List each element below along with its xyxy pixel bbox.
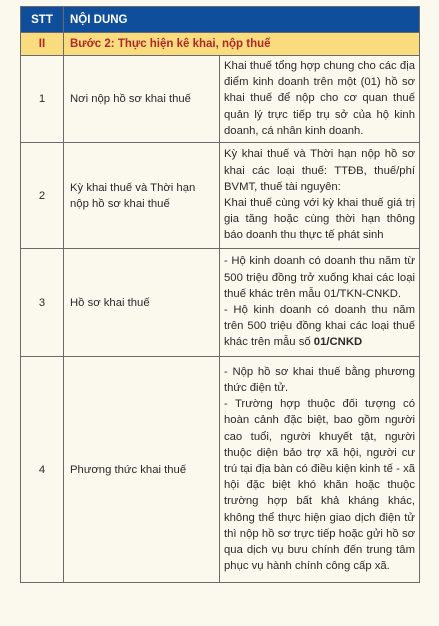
- step-title: Bước 2: Thực hiện kê khai, nộp thuế: [64, 33, 420, 56]
- row-paragraph: - Trường hợp thuộc đối tượng có hoàn cảnh đặc biệt, bao gồm người cao tuổi, người khuyết tật, người thuộc diện bảo trợ xã hội, người cư trú tại địa bàn có điều kiện kinh tế - xã hội đặc biệt khó khăn hoặc thuộc trường hợp bất khả kháng khác, không thể thực hiện giao dịch điện tử thì nộp hồ sơ trực tiếp hoặc gửi hồ sơ qua dịch vụ bưu chính đến trung tâm phục vụ hành chính công cấp xã.: [224, 398, 415, 573]
- tax-procedure-table: [20, 6, 420, 583]
- row-content: [220, 143, 420, 249]
- row-paragraph: - Hộ kinh doanh có doanh thu năm từ 500 triệu đồng trở xuống khai các loại thuế khác trên mẫu 01/TKN-CNKD.: [224, 255, 415, 300]
- step-row: [21, 33, 420, 56]
- header-content: NỘI DUNG: [64, 7, 420, 33]
- table-row: [21, 357, 420, 583]
- row-name: Kỳ khai thuế và Thời hạn nộp hồ sơ khai thuế: [64, 143, 220, 249]
- row-number: 3: [21, 249, 64, 357]
- table-header-row: [21, 7, 420, 33]
- row-paragraph: - Nộp hồ sơ khai thuế bằng phương thức điện tử.: [224, 365, 415, 394]
- row-number: 1: [21, 56, 64, 143]
- table-row: [21, 249, 420, 357]
- row-content: [220, 56, 420, 143]
- row-name: Phương thức khai thuế: [64, 357, 220, 583]
- row-paragraph: Kỳ khai thuế và Thời hạn nộp hồ sơ khai các loại thuế: TTĐB, thuế/phí BVMT, thuế tài nguyên:: [224, 148, 415, 193]
- header-stt: STT: [21, 7, 64, 33]
- row-name: Hồ sơ khai thuế: [64, 249, 220, 357]
- form-code: 01/CNKD: [313, 336, 363, 349]
- tax-procedure-table-container: [20, 6, 419, 583]
- row-paragraph: Khai thuế cùng với kỳ khai thuế giá trị gia tăng hoặc cùng thời hạn thông báo doanh thu thực tế phát sinh: [224, 197, 415, 242]
- row-paragraph: Khai thuế tổng hợp chung cho các địa điểm kinh doanh trên một (01) hồ sơ khai thuế để nộp cho cơ quan thuế quản lý trực tiếp trụ sở của hộ kinh doanh, cá nhân kinh doanh.: [224, 60, 415, 137]
- row-number: 4: [21, 357, 64, 583]
- step-number: II: [21, 33, 64, 56]
- row-name: Nơi nộp hồ sơ khai thuế: [64, 56, 220, 143]
- row-paragraph: [224, 302, 415, 351]
- table-row: [21, 143, 420, 249]
- row-paragraph-text: - Hộ kinh doanh có doanh thu năm trên 500 triệu đồng khai các loại thuế khác trên mẫu số: [224, 304, 415, 349]
- row-number: 2: [21, 143, 64, 249]
- table-row: [21, 56, 420, 143]
- row-content: [220, 357, 420, 583]
- row-content: [220, 249, 420, 357]
